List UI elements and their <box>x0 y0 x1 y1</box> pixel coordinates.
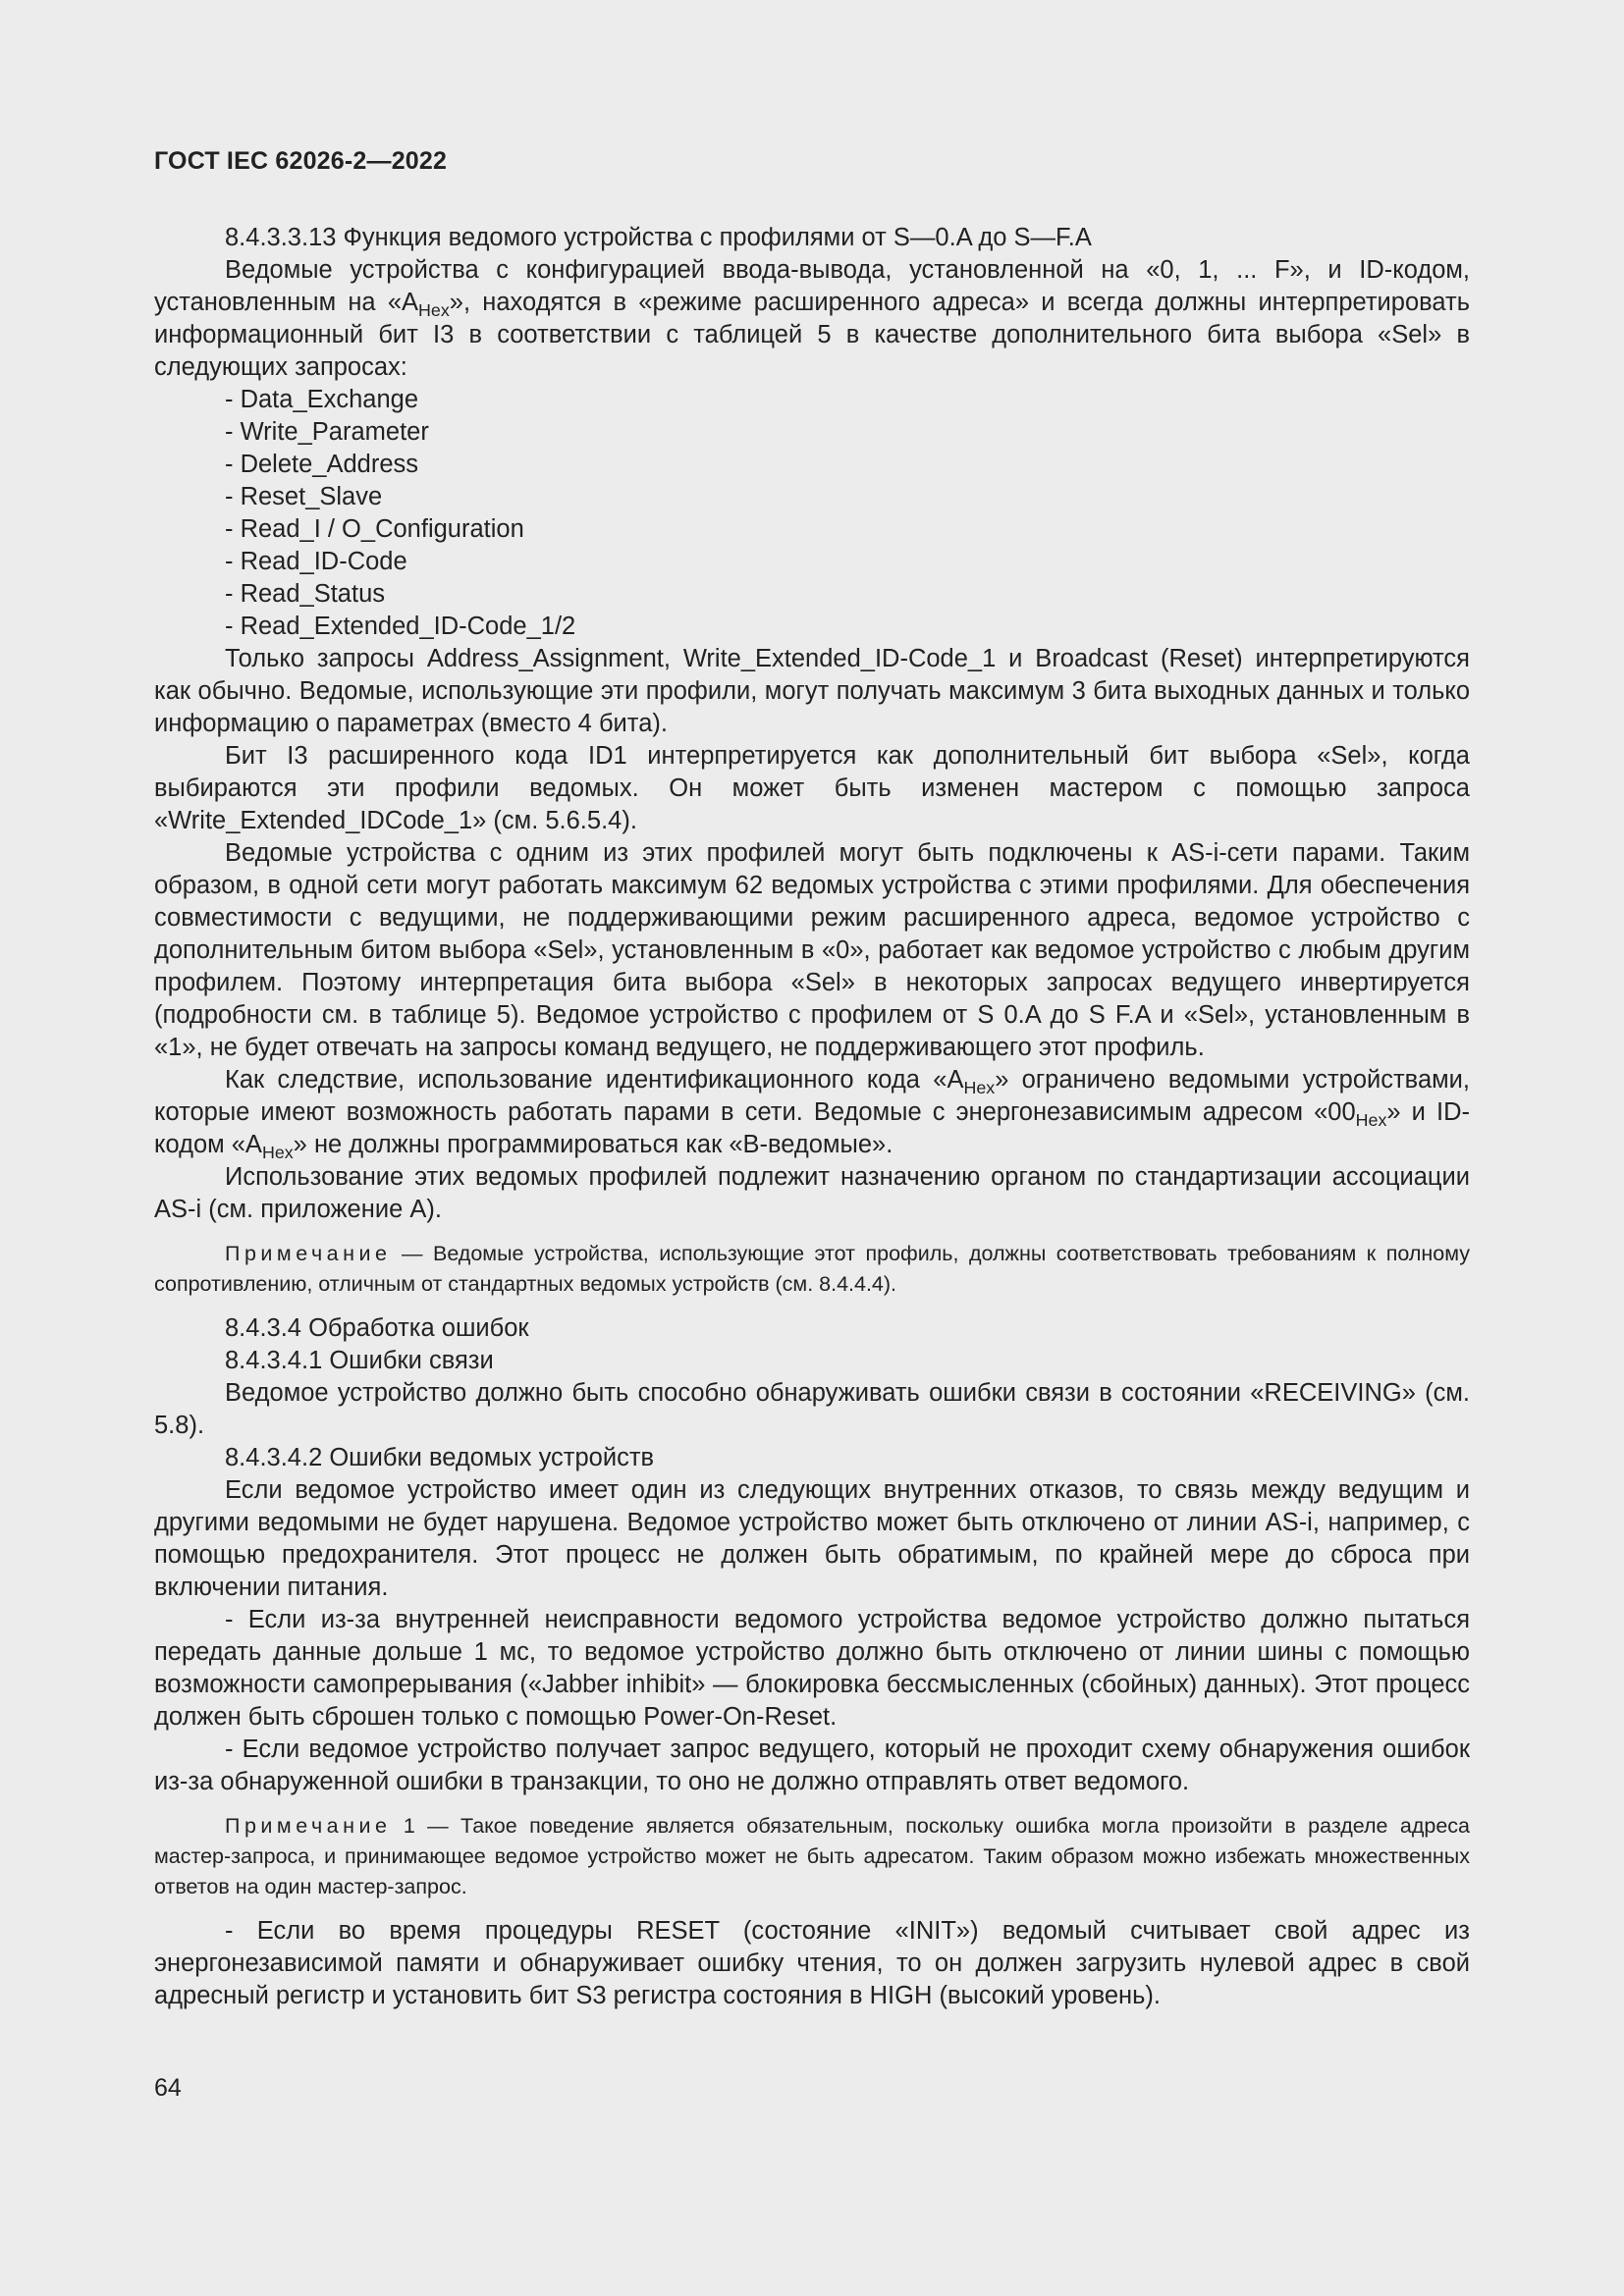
text-run: » и ID-кодом «A <box>154 1098 1470 1158</box>
note <box>154 1811 1470 1902</box>
note <box>154 1239 1470 1300</box>
text-run: Ведомые устройства с конфигурацией ввода-вывода, установленной на «0, 1, ... F», и ID-кодом, установленным на «A <box>154 256 1470 316</box>
section-heading-8-4-3-4-1: 8.4.3.4.1 Ошибки связи <box>225 1347 494 1374</box>
paragraph: Если ведомое устройство имеет один из следующих внутренних отказов, то связь между ведущим и другими ведомыми не будет нарушена. Ведомое устройство может быть отключено от линии AS-i, например, с помощью предохранителя. Этот процесс не должен быть обратимым, по крайней мере до сброса при включении питания. <box>154 1476 1470 1601</box>
paragraph: Ведомое устройство должно быть способно обнаруживать ошибки связи в состоянии «RECEIVING» (см. 5.8). <box>154 1379 1470 1439</box>
paragraph <box>154 254 1470 384</box>
section-heading-8-4-3-3-13: 8.4.3.3.13 Функция ведомого устройства с профилями от S—0.A до S—F.A <box>225 224 1092 251</box>
list-item: - Read_ID-Code <box>225 548 407 575</box>
text-run: Как следствие, использование идентификационного кода «A <box>225 1066 964 1094</box>
list-item: - Read_Status <box>225 580 386 608</box>
section-heading-8-4-3-4-2: 8.4.3.4.2 Ошибки ведомых устройств <box>225 1444 655 1471</box>
paragraph: - Если во время процедуры RESET (состояние «INIT») ведомый считывает свой адрес из энергонезависимой памяти и обнаруживает ошибку чтения, то он должен загрузить нулевой адрес в свой адресный регистр и установить бит S3 регистра состояния в HIGH (высокий уровень). <box>154 1917 1470 2009</box>
list-item: - Reset_Slave <box>225 483 383 510</box>
text-run: », находятся в «режиме расширенного адреса» и всегда должны интерпретировать информационный бит I3 в соответствии с таблицей 5 в качестве дополнительного бита выбора «Sel» в следующих запросах: <box>154 289 1470 381</box>
paragraph: Ведомые устройства с одним из этих профилей могут быть подключены к AS-i-сети парами. Таким образом, в одной сети могут работать максимум 62 ведомых устройства с этими профилями. Для обеспечения совместимости с ведущими, не поддерживающими режим расширенного адреса, ведомое устройство с дополнительным битом выбора «Sel», установленным в «0», работает как ведомое устройство с любым другим профилем. Поэтому интерпретация бита выбора «Sel» в некоторых запросах ведущего инвертируется (подробности см. в таблице 5). Ведомое устройство с профилем от S 0.A до S F.A и «Sel», установленным в «1», не будет отвечать на запросы команд ведущего, не поддерживающего этот профиль. <box>154 839 1470 1061</box>
subscript: Hex <box>261 1143 294 1163</box>
paragraph: Бит I3 расширенного кода ID1 интерпретируется как дополнительный бит выбора «Sel», когда выбираются эти профили ведомых. Он может быть изменен мастером с помощью запроса «Write_Extended_IDCode_1» (см. 5.6.5.4). <box>154 742 1470 834</box>
paragraph: Только запросы Address_Assignment, Write_Extended_ID-Code_1 и Broadcast (Reset) интерпретируются как обычно. Ведомые, использующие эти профили, могут получать максимум 3 бита выходных данных и только информацию о параметрах (вместо 4 бита). <box>154 645 1470 737</box>
note-label: Примечание <box>225 1242 392 1265</box>
text-run: » ограничено ведомыми устройствами, которые имеют возможность работать парами в сети. Ведомые с энергонезависимым адресом «00 <box>154 1066 1470 1126</box>
list-item: - Read_Extended_ID-Code_1/2 <box>225 613 576 640</box>
paragraph: - Если ведомое устройство получает запрос ведущего, который не проходит схему обнаружения ошибок из-за обнаруженной ошибки в транзакции, то оно не должно отправлять ответ ведомого. <box>154 1735 1470 1795</box>
subscript: Hex <box>1355 1110 1387 1131</box>
subscript: Hex <box>963 1078 996 1098</box>
note-text: 1 — Такое поведение является обязательным, поскольку ошибка могла произойти в разделе адреса мастер-запроса, и принимающее ведомое устройство может не быть адресатом. Таким образом можно избежать множественных ответов на один мастер-запрос. <box>154 1814 1470 1898</box>
note-text: — Ведомые устройства, использующие этот профиль, должны соответствовать требованиям к полному сопротивлению, отличным от стандартных ведомых устройств (см. 8.4.4.4). <box>154 1242 1470 1296</box>
list-item: - Delete_Address <box>225 451 419 478</box>
list-item: - Write_Parameter <box>225 418 429 446</box>
section-heading-8-4-3-4: 8.4.3.4 Обработка ошибок <box>225 1314 529 1342</box>
page-number: 64 <box>154 2074 182 2102</box>
subscript: Hex <box>418 300 450 321</box>
text-run: » не должны программироваться как «B-ведомые». <box>293 1131 893 1158</box>
list-item: - Read_I / O_Configuration <box>225 515 524 543</box>
list-item: - Data_Exchange <box>225 386 419 413</box>
main-text <box>154 222 1470 2012</box>
standard-header: ГОСТ IEC 62026-2—2022 <box>154 147 448 175</box>
paragraph: Использование этих ведомых профилей подлежит назначению органом по стандартизации ассоциации AS-i (см. приложение A). <box>154 1163 1470 1223</box>
paragraph: - Если из-за внутренней неисправности ведомого устройства ведомое устройство должно пытаться передать данные дольше 1 мс, то ведомое устройство должно быть отключено от линии шины с помощью возможности самопрерывания («Jabber inhibit» — блокировка бессмысленных (сбойных) данных). Этот процесс должен быть сброшен только с помощью Power-On-Reset. <box>154 1606 1470 1731</box>
note-label: Примечание <box>225 1814 392 1838</box>
paragraph <box>154 1064 1470 1161</box>
